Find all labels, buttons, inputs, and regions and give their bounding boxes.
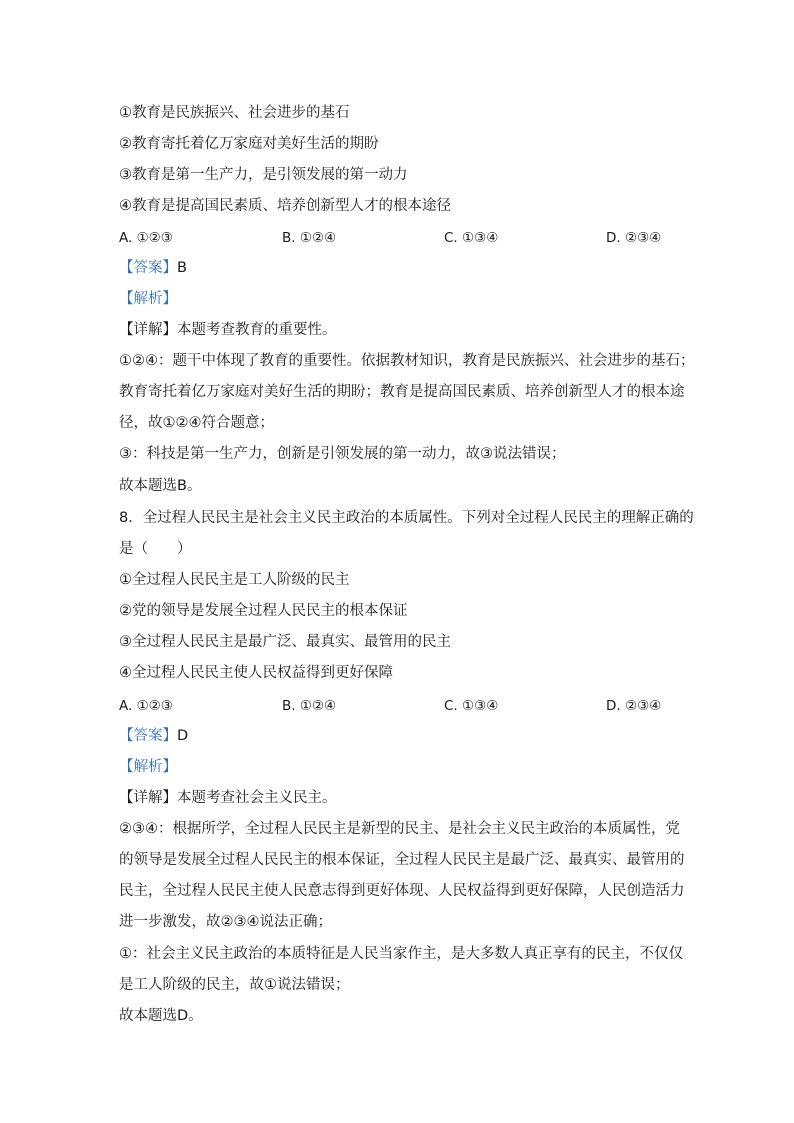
q8-analysis-heading [119, 757, 684, 777]
q8-choice-d: D. ②③④ [606, 698, 662, 714]
q7-explanation-line: 教育寄托着亿万家庭对美好生活的期盼；教育是提高国民素质、培养创新型人才的根本途 [119, 384, 685, 400]
q7-choice-d: D. ②③④ [606, 230, 662, 246]
q7-conclusion: 故本题选B。 [119, 478, 202, 494]
q8-choice-c: C. ①③④ [444, 698, 499, 714]
q8-option-1: ①全过程人民民主是工人阶级的民主 [119, 572, 350, 588]
answer-tag: 【答案】 [119, 260, 177, 276]
q8-stem-line-1: 8．全过程人民民主是社会主义民主政治的本质属性。下列对全过程人民民主的理解正确的 [119, 510, 694, 526]
analysis-tag: 【解析】 [119, 759, 177, 775]
q8-option-2: ②党的领导是发展全过程人民民主的根本保证 [119, 603, 408, 619]
q7-option-1: ①教育是民族振兴、社会进步的基石 [119, 105, 350, 121]
q8-option-3: ③全过程人民民主是最广泛、最真实、最管用的民主 [119, 634, 451, 650]
answer-value: D [177, 728, 189, 744]
q7-explanation-line: ①②④：题干中体现了教育的重要性。依据教材知识，教育是民族振兴、社会进步的基石； [119, 353, 695, 369]
detail-tag: 【详解】 [119, 790, 177, 806]
q8-option-4: ④全过程人民民主使人民权益得到更好保障 [119, 665, 393, 681]
q8-explanation-line: ②③④：根据所学，全过程人民民主是新型的民主、是社会主义民主政治的本质属性，党 [119, 821, 680, 837]
analysis-tag: 【解析】 [119, 291, 177, 307]
q8-detail [119, 788, 684, 808]
q8-choice-a: A. ①②③ [119, 698, 173, 714]
q8-explanation-line: ①：社会主义民主政治的本质特征是人民当家作主，是大多数人真正享有的民主，不仅仅 [119, 946, 683, 962]
q8-explanation-line: 民主，全过程人民民主使人民意志得到更好体现、人民权益得到更好保障，人民创造活力 [119, 883, 685, 899]
q7-analysis-heading [119, 289, 684, 309]
q8-explanation-line: 是工人阶级的民主，故①说法错误； [119, 977, 350, 993]
q8-explanation-line: 进一步激发，故②③④说法正确； [119, 914, 332, 930]
q8-stem-line-2: 是（ ） [119, 541, 192, 557]
q7-explanation-line: 径，故①②④符合题意； [119, 415, 274, 431]
q8-answer [119, 726, 684, 746]
detail-text: 本题考查社会主义民主。 [177, 790, 337, 806]
q7-detail [119, 320, 684, 340]
q7-option-4: ④教育是提高国民素质、培养创新型人才的根本途径 [119, 198, 451, 214]
detail-tag: 【详解】 [119, 322, 177, 338]
answer-value: B [177, 260, 187, 276]
q7-choice-a: A. ①②③ [119, 230, 173, 246]
q7-explanation-line: ③：科技是第一生产力，创新是引领发展的第一动力，故③说法错误； [119, 446, 566, 462]
q8-explanation-line: 的领导是发展全过程人民民主的根本保证，全过程人民民主是最广泛、最真实、最管用的 [119, 852, 685, 868]
detail-text: 本题考查教育的重要性。 [177, 322, 337, 338]
q8-conclusion: 故本题选D。 [119, 1008, 203, 1024]
q7-choice-c: C. ①③④ [444, 230, 499, 246]
q7-choice-b: B. ①②④ [282, 230, 337, 246]
answer-tag: 【答案】 [119, 728, 177, 744]
q8-choice-b: B. ①②④ [282, 698, 337, 714]
q7-option-3: ③教育是第一生产力，是引领发展的第一动力 [119, 167, 408, 183]
q7-answer [119, 258, 684, 278]
q7-option-2: ②教育寄托着亿万家庭对美好生活的期盼 [119, 136, 379, 152]
